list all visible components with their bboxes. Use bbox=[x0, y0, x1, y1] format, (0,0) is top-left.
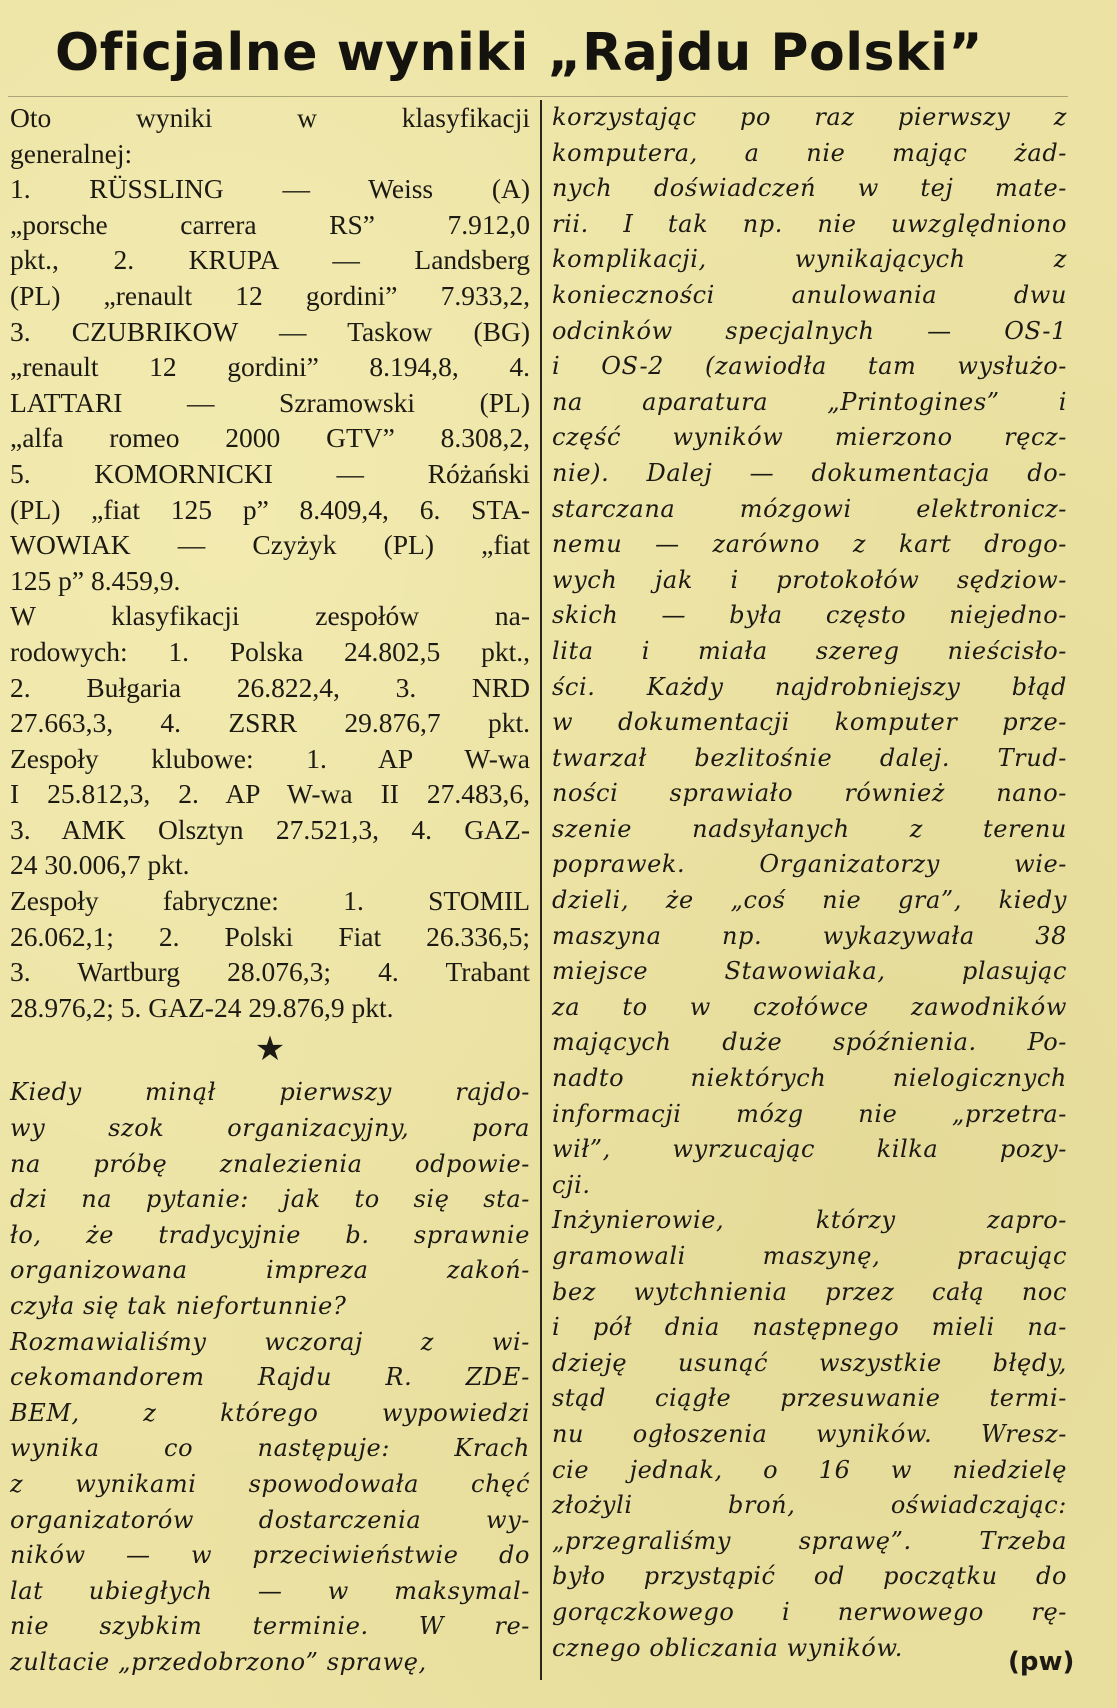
text-line: W klasyfikacji zespołów na- bbox=[10, 600, 530, 632]
left-article-block bbox=[10, 1075, 530, 1680]
text-line: gramowali maszynę, pracując bbox=[552, 1242, 1067, 1270]
text-line: na aparatura „Printogines” i bbox=[552, 387, 1067, 416]
text-line: nie szybkim terminie. W re- bbox=[10, 1612, 530, 1641]
text-line: cie jednak, o 16 w niedzielę bbox=[552, 1455, 1067, 1484]
text-line: konieczności anulowania dwu bbox=[552, 280, 1067, 309]
text-line: „przegraliśmy sprawę”. Trzeba bbox=[552, 1526, 1067, 1555]
text-line: 3. Wartburg 28.076,3; 4. Trabant bbox=[10, 956, 530, 988]
text-line: 125 p” 8.459,9. bbox=[10, 564, 181, 596]
text-line: ło, że tradycyjnie b. sprawnie bbox=[10, 1220, 530, 1249]
text-line: 28.976,2; 5. GAZ-24 29.876,9 pkt. bbox=[10, 991, 394, 1023]
text-line: lita i miała szereg nieścisło- bbox=[552, 636, 1067, 665]
text-line: 26.062,1; 2. Polski Fiat 26.336,5; bbox=[10, 920, 530, 952]
text-line: rii. I tak np. nie uwzględniono bbox=[552, 209, 1067, 238]
text-line: ności sprawiało również nano- bbox=[552, 779, 1067, 808]
text-line: 5. KOMORNICKI — Różański bbox=[10, 457, 530, 489]
text-line: wy szok organizacyjny, pora bbox=[10, 1114, 530, 1143]
top-rule bbox=[8, 96, 1068, 97]
author-signature: (pw) bbox=[1008, 1647, 1075, 1677]
text-line: odcinków specjalnych — OS-1 bbox=[552, 316, 1067, 345]
text-line: dzieli, że „coś nie gra”, kiedy bbox=[552, 886, 1067, 915]
text-line: Zespoły klubowe: 1. AP W-wa bbox=[10, 742, 530, 774]
column-rule bbox=[540, 100, 542, 1680]
text-line: informacji mózg nie „przetra- bbox=[552, 1099, 1067, 1128]
text-line: wił”, wyrzucając kilka pozy- bbox=[552, 1135, 1067, 1164]
text-line: na próbę znalezienia odpowie- bbox=[10, 1149, 530, 1178]
text-line: (PL) „renault 12 gordini” 7.933,2, bbox=[10, 279, 530, 311]
text-line: LATTARI — Szramowski (PL) bbox=[10, 386, 530, 418]
text-line: 3. CZUBRIKOW — Taskow (BG) bbox=[10, 315, 530, 347]
text-line: (PL) „fiat 125 p” 8.409,4, 6. STA- bbox=[10, 493, 530, 525]
text-line: 27.663,3, 4. ZSRR 29.876,7 pkt. bbox=[10, 707, 530, 739]
text-line: cji. bbox=[552, 1170, 591, 1199]
text-line: ników — w przeciwieństwie do bbox=[10, 1541, 530, 1570]
text-line: bez wytchnienia przez całą noc bbox=[552, 1277, 1067, 1306]
text-line: dzieję usunąć wszystkie błędy, bbox=[552, 1348, 1067, 1377]
right-column bbox=[552, 100, 1067, 1666]
text-line: Oto wyniki w klasyfikacji bbox=[10, 102, 530, 133]
text-line: 24 30.006,7 pkt. bbox=[10, 849, 190, 881]
text-line: część wyników mierzono ręcz- bbox=[552, 423, 1067, 452]
text-line: miejsce Stawowiaka, plasując bbox=[552, 957, 1067, 986]
text-line: Inżynierowie, którzy zapro- bbox=[552, 1206, 1067, 1235]
text-line: wynika co następuje: Krach bbox=[10, 1434, 530, 1463]
text-line: skich — była często niejedno- bbox=[552, 601, 1067, 630]
text-line: ści. Każdy najdrobniejszy błąd bbox=[552, 672, 1067, 701]
text-line: cznego obliczania wyników. bbox=[552, 1633, 903, 1662]
text-line: maszyna np. wykazywała 38 bbox=[552, 921, 1067, 950]
text-line: szenie nadsyłanych z terenu bbox=[552, 814, 1067, 843]
text-line: nie). Dalej — dokumentacja do- bbox=[552, 458, 1067, 487]
text-line: z wynikami spowodowała chęć bbox=[10, 1469, 530, 1498]
text-line: komplikacji, wynikających z bbox=[552, 245, 1067, 274]
text-line: gorączkowego i nerwowego rę- bbox=[552, 1597, 1067, 1626]
left-column bbox=[10, 100, 530, 1681]
text-line: Rozmawialiśmy wczoraj z wi- bbox=[10, 1327, 530, 1356]
text-line: „porsche carrera RS” 7.912,0 bbox=[10, 208, 530, 240]
text-line: korzystając po raz pierwszy z bbox=[552, 103, 1067, 131]
text-line: I 25.812,3, 2. AP W-wa II 27.483,6, bbox=[10, 778, 530, 810]
text-line: czyła się tak niefortunnie? bbox=[10, 1292, 347, 1320]
text-line: pkt., 2. KRUPA — Landsberg bbox=[10, 244, 530, 276]
results-block bbox=[10, 100, 530, 1025]
text-line: komputera, a nie mając żad- bbox=[552, 138, 1067, 167]
text-line: generalnej: bbox=[10, 137, 133, 169]
text-line: nych doświadczeń w tej mate- bbox=[552, 174, 1067, 203]
text-line: lat ubiegłych — w maksymal- bbox=[10, 1576, 530, 1605]
text-line: było przystąpić od początku do bbox=[552, 1562, 1067, 1591]
section-separator: ★ bbox=[254, 1031, 286, 1069]
text-line: i pół dnia następnego mieli na- bbox=[552, 1313, 1067, 1342]
text-line: Kiedy minął pierwszy rajdo- bbox=[10, 1078, 530, 1107]
text-line: mających duże spóźnienia. Po- bbox=[552, 1028, 1067, 1057]
text-line: w dokumentacji komputer prze- bbox=[552, 708, 1067, 737]
text-line: dzi na pytanie: jak to się sta- bbox=[10, 1185, 530, 1214]
text-line: WOWIAK — Czyżyk (PL) „fiat bbox=[10, 529, 530, 561]
text-line: starczana mózgowi elektronicz- bbox=[552, 494, 1067, 523]
text-line: zultacie „przedobrzono” sprawę, bbox=[10, 1647, 427, 1676]
text-line: cekomandorem Rajdu R. ZDE- bbox=[10, 1363, 530, 1392]
text-line: nadto niektórych nielogicznych bbox=[552, 1064, 1067, 1093]
text-line: stąd ciągłe przesuwanie termi- bbox=[552, 1384, 1067, 1413]
text-line: twarzał bezlitośnie dalej. Trud- bbox=[552, 743, 1067, 772]
text-line: „alfa romeo 2000 GTV” 8.308,2, bbox=[10, 422, 530, 454]
text-line: organizatorów dostarczenia wy- bbox=[10, 1505, 530, 1534]
text-line: złożyli broń, oświadczając: bbox=[552, 1491, 1067, 1520]
headline: Oficjalne wyniki „Rajdu Polski” bbox=[55, 23, 984, 83]
text-line: rodowych: 1. Polska 24.802,5 pkt., bbox=[10, 635, 530, 667]
text-line: poprawek. Organizatorzy wie- bbox=[552, 850, 1067, 879]
text-line: BEM, z którego wypowiedzi bbox=[10, 1398, 530, 1427]
text-line: „renault 12 gordini” 8.194,8, 4. bbox=[10, 351, 530, 383]
text-line: za to w czołówce zawodników bbox=[552, 992, 1067, 1021]
text-line: Zespoły fabryczne: 1. STOMIL bbox=[10, 885, 530, 917]
text-line: i OS-2 (zawiodła tam wysłużo- bbox=[552, 352, 1067, 381]
text-line: 3. AMK Olsztyn 27.521,3, 4. GAZ- bbox=[10, 813, 530, 845]
text-line: organizowana impreza zakoń- bbox=[10, 1256, 530, 1285]
text-line: nemu — zarówno z kart drogo- bbox=[552, 530, 1067, 559]
text-line: 2. Bułgaria 26.822,4, 3. NRD bbox=[10, 671, 530, 703]
text-line: 1. RÜSSLING — Weiss (A) bbox=[10, 173, 530, 205]
text-line: nu ogłoszenia wyników. Wresz- bbox=[552, 1419, 1067, 1448]
text-line: wych jak i protokołów sędziow- bbox=[552, 565, 1067, 594]
